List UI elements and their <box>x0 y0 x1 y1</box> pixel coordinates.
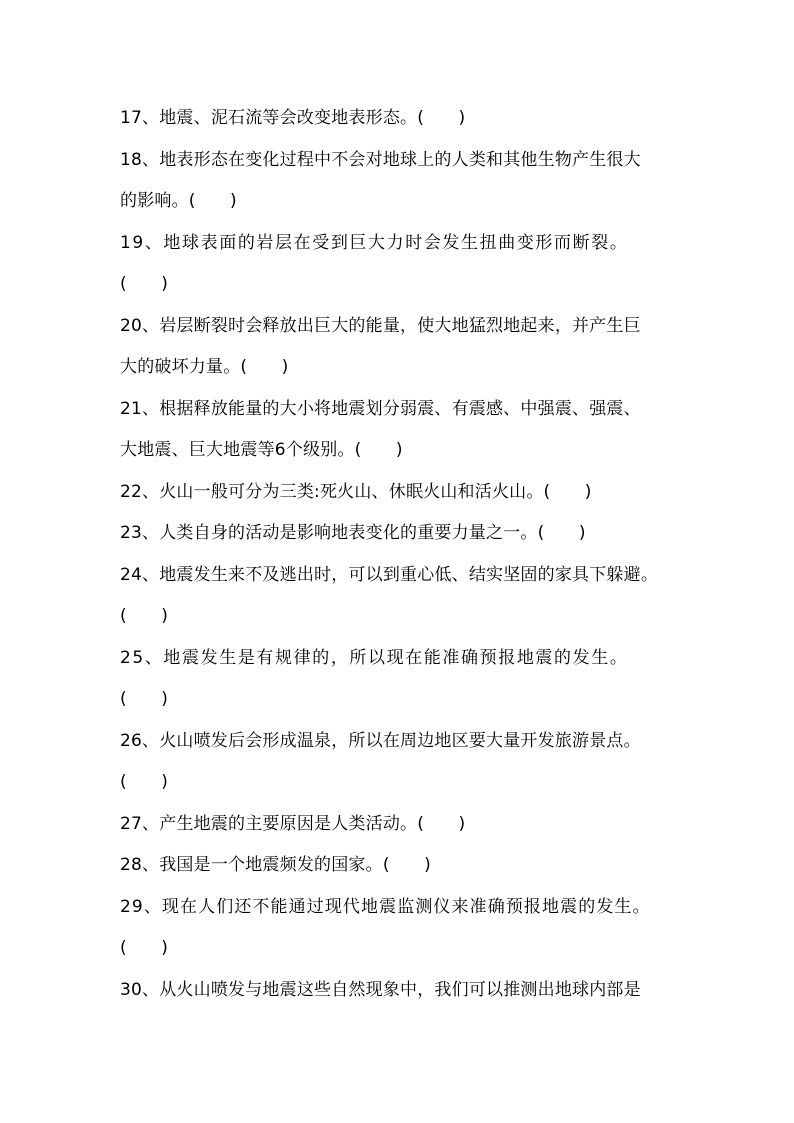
question-26-line-2: ( ) <box>120 772 169 792</box>
question-29-line-2: ( ) <box>120 938 169 958</box>
question-29-line-1: 29、现在人们还不能通过现代地震监测仪来准确预报地震的发生。 <box>120 897 651 917</box>
question-28: 28、我国是一个地震频发的国家。( ) <box>120 855 431 875</box>
question-25-line-1: 25、地震发生是有规律的，所以现在能准确预报地震的发生。 <box>120 648 629 668</box>
question-27: 27、产生地震的主要原因是人类活动。( ) <box>120 814 466 834</box>
question-18-line-1: 18、地表形态在变化过程中不会对地球上的人类和其他生物产生很大 <box>120 150 641 170</box>
question-20-line-2: 大的破坏力量。( ) <box>120 357 289 377</box>
question-19-line-1: 19、地球表面的岩层在受到巨大力时会发生扭曲变形而断裂。 <box>120 233 629 253</box>
question-25-line-2: ( ) <box>120 689 169 709</box>
question-30-line-1: 30、从火山喷发与地震这些自然现象中，我们可以推测出地球内部是 <box>120 980 641 1000</box>
question-19-line-2: ( ) <box>120 274 169 294</box>
question-22: 22、火山一般可分为三类:死火山、休眠火山和活火山。( ) <box>120 482 592 502</box>
question-20-line-1: 20、岩层断裂时会释放出巨大的能量，使大地猛烈地起来，并产生巨 <box>120 316 641 336</box>
question-24-line-1: 24、地震发生来不及逃出时，可以到重心低、结实坚固的家具下躲避。 <box>120 565 659 585</box>
question-23: 23、人类自身的活动是影响地表变化的重要力量之一。( ) <box>120 523 586 543</box>
question-21-line-2: 大地震、巨大地震等6个级别。( ) <box>120 440 403 460</box>
question-26-line-1: 26、火山喷发后会形成温泉，所以在周边地区要大量开发旅游景点。 <box>120 731 641 751</box>
question-18-line-2: 的影响。( ) <box>120 191 237 211</box>
question-21-line-1: 21、根据释放能量的大小将地震划分弱震、有震感、中强震、强震、 <box>120 399 641 419</box>
question-24-line-2: ( ) <box>120 606 169 626</box>
question-17: 17、地震、泥石流等会改变地表形态。( ) <box>120 108 466 128</box>
